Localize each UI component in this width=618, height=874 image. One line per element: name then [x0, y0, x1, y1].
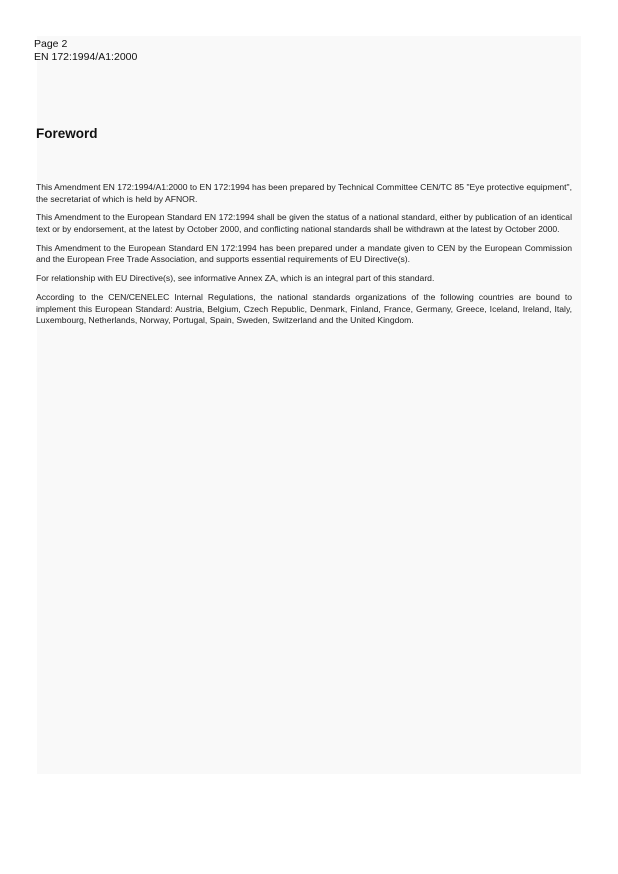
paragraph-mandate: This Amendment to the European Standard EN 172:1994 has been prepared under a mandate given to CEN by the European Commission and the European Free Trade Association, and supports essential requirements of EU Directive(s).: [36, 242, 572, 265]
paragraph-preparation: This Amendment EN 172:1994/A1:2000 to EN 172:1994 has been prepared by Technical Committee CEN/TC 85 "Eye protective equipment", the secretariat of which is held by AFNOR.: [36, 182, 572, 204]
paragraph-national-status: This Amendment to the European Standard EN 172:1994 shall be given the status of a national standard, either by publication of an identical text or by endorsement, at the latest by October 2000, and conflicting national standards shall be withdrawn at the latest by October 2000.: [36, 212, 572, 234]
scanned-page-area: [37, 36, 581, 774]
paragraph-implementing-countries: According to the CEN/CENELEC Internal Regulations, the national standards organizations of the following countries are bound to implement this European Standard: Austria, Belgium, Czech Republic, Denmark, Finland, France, Germany, Greece, Iceland, Ireland, Italy, Luxembourg, Netherlands, Norway, Portugal, Spain, Sweden, Switzerland and the United Kingdom.: [36, 291, 572, 326]
paragraph-directive-relation: For relationship with EU Directive(s), see informative Annex ZA, which is an integral part of this standard.: [36, 273, 435, 284]
foreword-body: [36, 182, 572, 334]
page-header: [34, 38, 137, 64]
page-number: Page 2: [34, 38, 68, 50]
document-id: EN 172:1994/A1:2000: [34, 51, 138, 63]
section-title: Foreword: [36, 126, 98, 141]
